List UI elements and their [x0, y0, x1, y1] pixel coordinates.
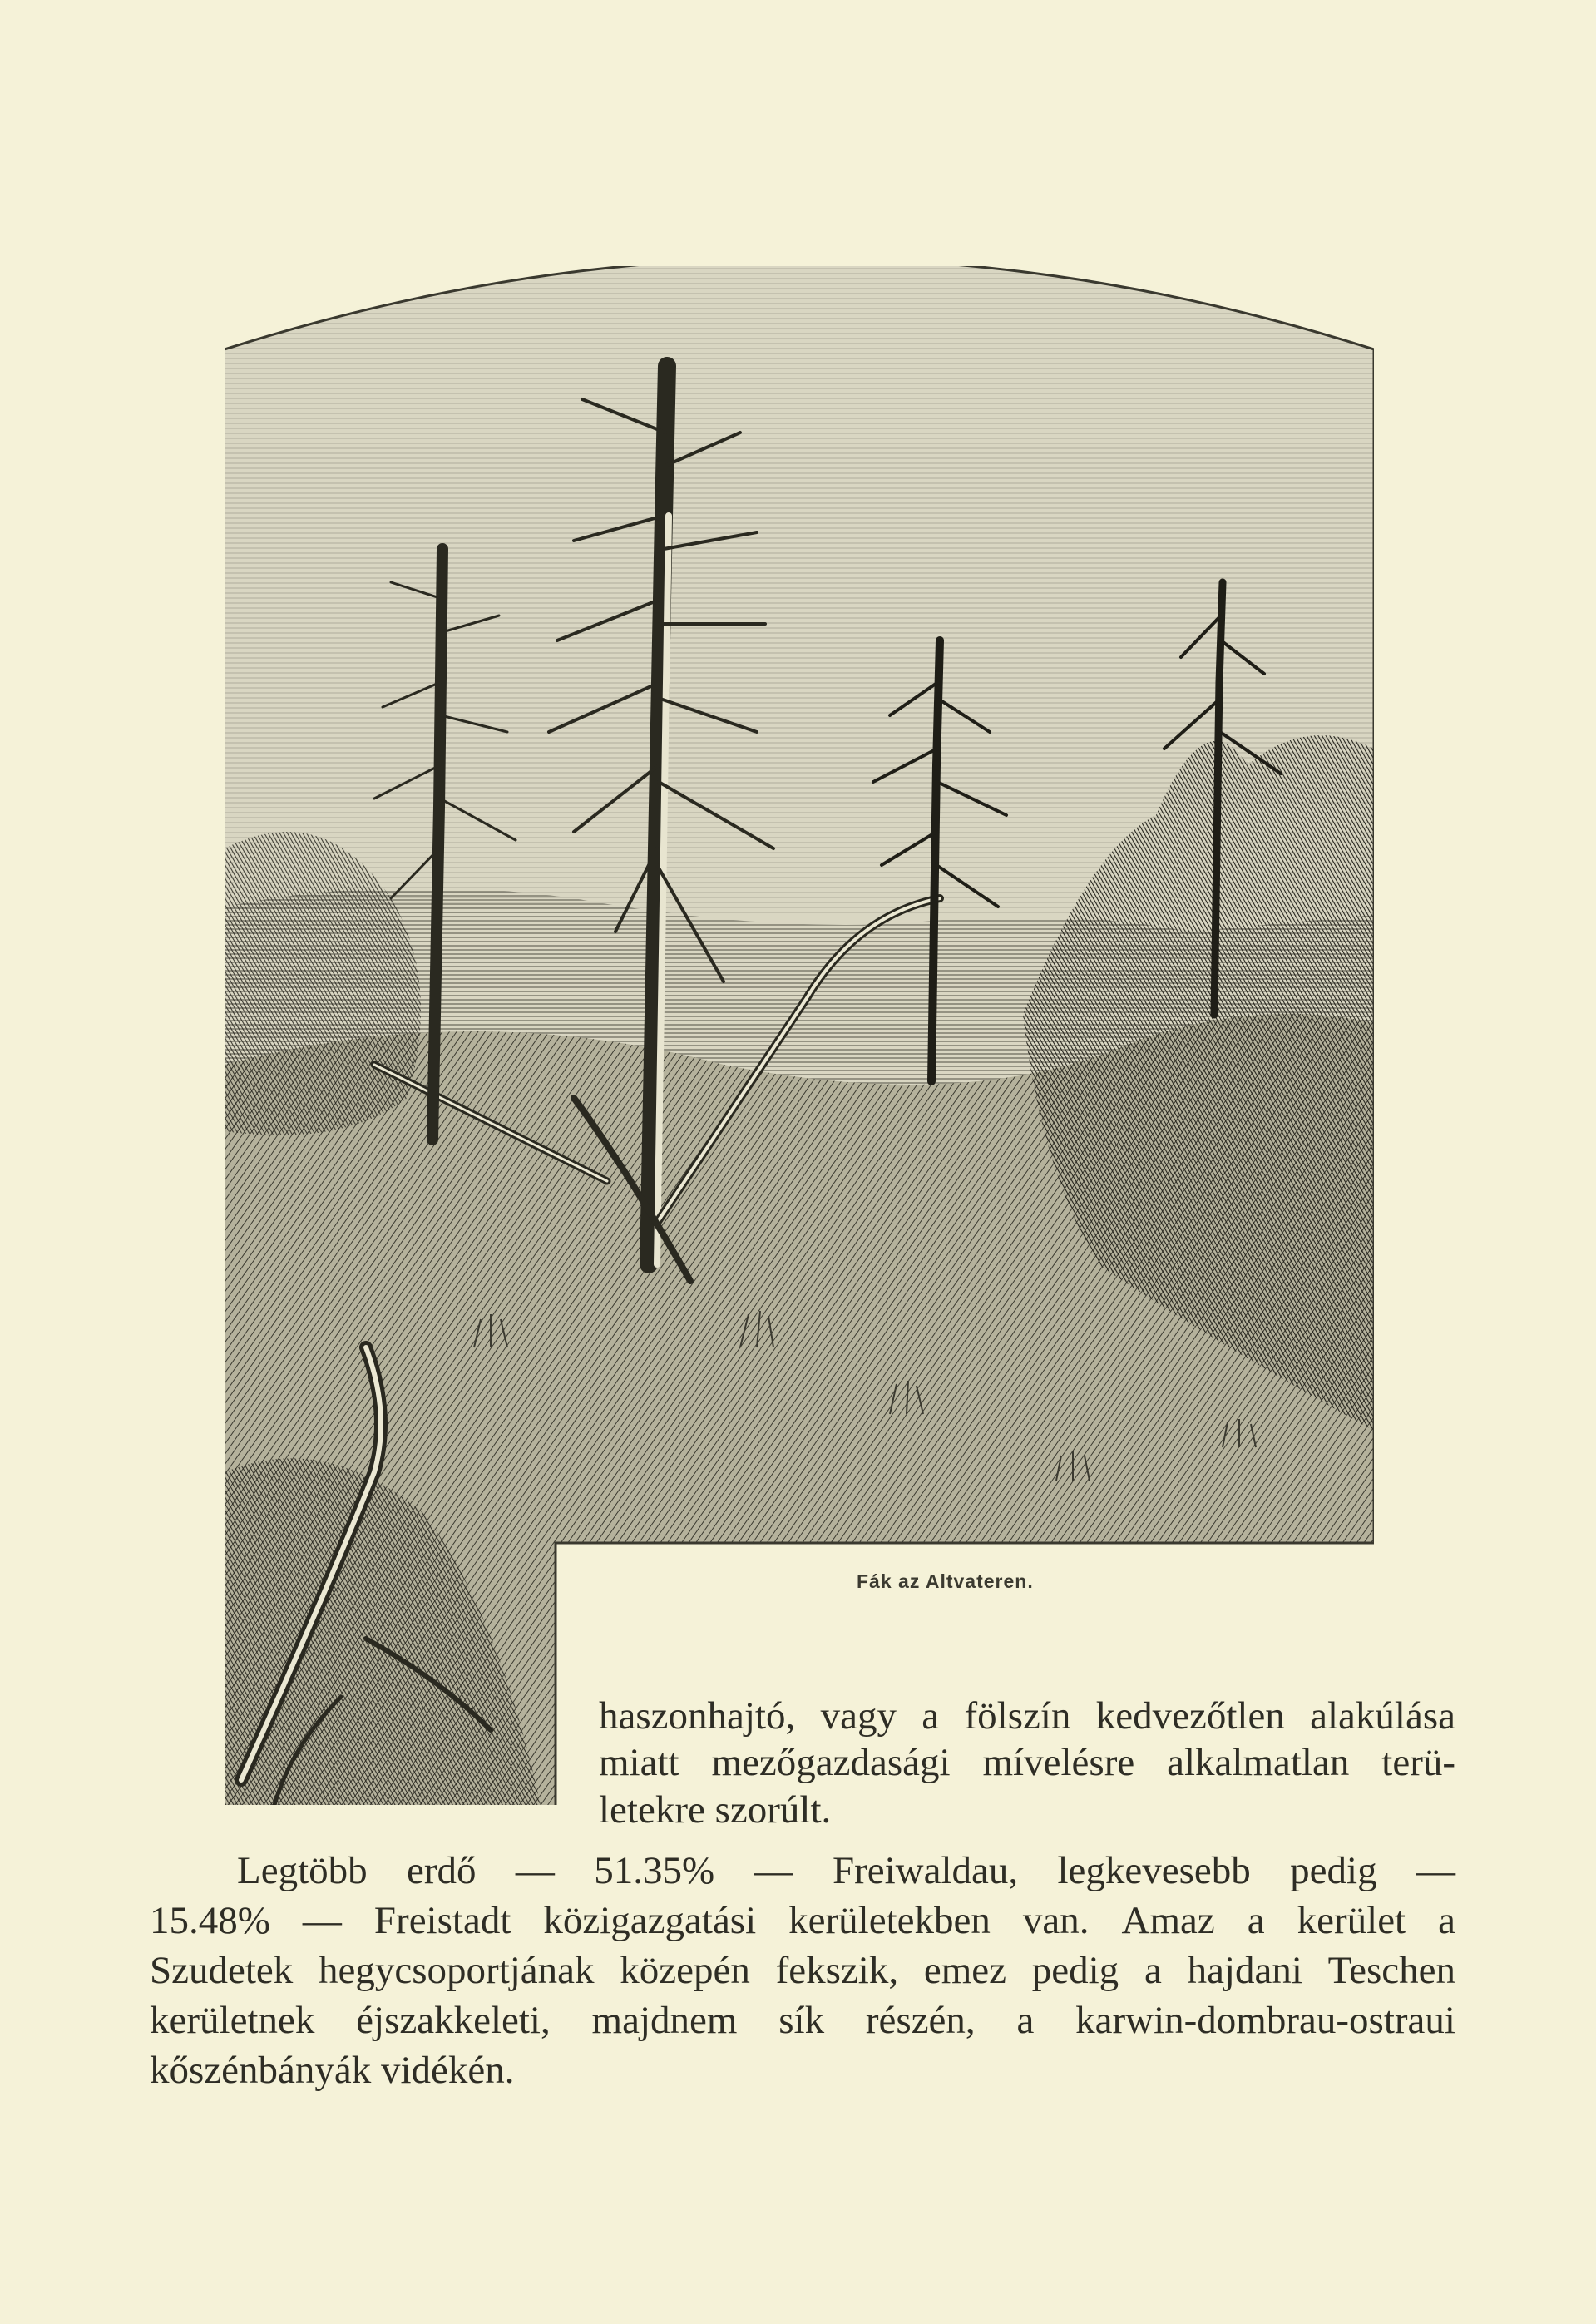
word: Freiwaldau, [832, 1849, 1019, 1892]
paragraph1-line1 [599, 1694, 1455, 1738]
word: kerületnek [150, 1999, 315, 2042]
word: a [1144, 1949, 1162, 1992]
word: 51.35% [594, 1849, 715, 1892]
word: — [1416, 1849, 1455, 1892]
word: a [1247, 1899, 1265, 1942]
word: legkevesebb [1057, 1849, 1251, 1892]
paragraph2-line2 [150, 1901, 1455, 1941]
word: van. [1022, 1899, 1090, 1942]
paragraph2-line1 [237, 1849, 1455, 1892]
word: emez [923, 1949, 1007, 1992]
word: Freistadt [373, 1899, 511, 1942]
paragraph2-line3 [150, 1951, 1455, 1990]
word: Teschen [1327, 1949, 1455, 1992]
word: 15.48% [150, 1899, 270, 1942]
word: Szudetek [150, 1949, 294, 1992]
word: fekszik, [775, 1949, 899, 1992]
text-line: kőszénbányák vidékén. [150, 2049, 515, 2092]
word: a [1438, 1899, 1455, 1942]
word: Legtöbb [237, 1849, 368, 1892]
word: majdnem [591, 1999, 738, 2042]
word: — [754, 1849, 793, 1892]
word: a [1016, 1999, 1035, 2042]
word: hegycsoportjának [319, 1949, 595, 1992]
word: sík [778, 1999, 825, 2042]
text-line: miatt mezőgazdasági mívelésre alkalmatlan terü- [599, 1741, 1455, 1784]
word: részén, [865, 1999, 976, 2042]
paragraph2-line4 [150, 2001, 1455, 2040]
word: pedig [1290, 1849, 1377, 1892]
word: — [302, 1899, 342, 1942]
word: Amaz [1121, 1899, 1215, 1942]
forest-engraving [225, 266, 1374, 1805]
word: éjszakkeleti, [356, 1999, 551, 2042]
word: — [515, 1849, 555, 1892]
word: pedig [1031, 1949, 1119, 1992]
word: közigazgatási [543, 1899, 757, 1942]
word: karwin-dombrau-ostraui [1075, 1999, 1455, 2042]
paragraph1-line2 [599, 1743, 1455, 1783]
word: kerületekben [788, 1899, 991, 1942]
word: erdő [407, 1849, 477, 1892]
paragraph2-line5 [150, 2051, 515, 2090]
word: közepén [620, 1949, 750, 1992]
word: hajdani [1187, 1949, 1302, 1992]
text-line: haszonhajtó, vagy a fölszín kedvezőtlen alakúlása [599, 1694, 1455, 1738]
word: kerület [1297, 1899, 1406, 1942]
illustration-caption: Fák az Altvateren. [857, 1570, 1034, 1592]
paragraph1-line3 [599, 1788, 832, 1832]
text-line: letekre szorúlt. [599, 1788, 832, 1832]
